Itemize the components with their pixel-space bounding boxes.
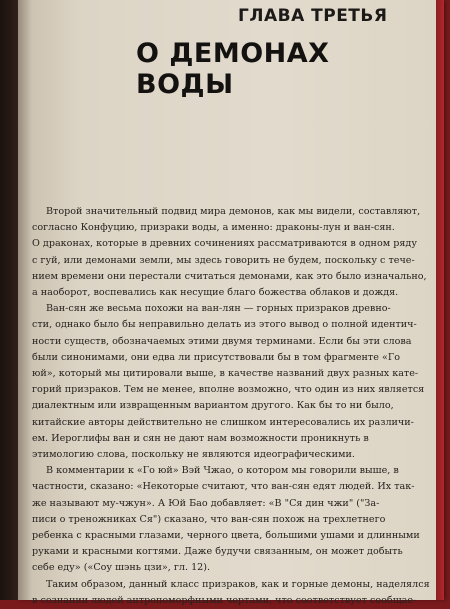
text-line: нием времени они перестали считаться демонами, как это было изначально, (32, 270, 427, 282)
text-line: Второй значительный подвид мира демонов, как мы видели, составляют, (46, 206, 421, 217)
text-line: согласно Конфуцию, призраки воды, а именно: драконы-лун и ван-сян. (32, 222, 395, 234)
text-line: ем. Иероглифы ван и сян не дают нам возможности проникнуть в (32, 432, 369, 444)
text-line: ребенка с красными глазами, черного цвета, большими ушами и длинными (32, 530, 420, 542)
chapter-title: О ДЕМОНАХ ВОДЫ (136, 38, 330, 100)
text-line: же называют му-чжун». А Юй Бао добавляет: «В "Ся дин чжи" ("За- (32, 497, 380, 509)
text-line: диалектным или извращенным вариантом другого. Как бы то ни было, (32, 400, 394, 412)
text-line: в сознании людей антропоморфными чертами, что соответствует сообщае- (32, 594, 417, 606)
page-edge (436, 0, 444, 600)
text-line: В комментарии к «Го юй» Вэй Чжао, о котором мы говорили выше, в (46, 465, 399, 477)
text-line: а наоборот, воспевались как несущие благо божества облаков и дождя. (32, 287, 399, 299)
chapter-label: ГЛАВА ТРЕТЬЯ (238, 6, 388, 26)
text-line: китайские авторы действительно не слишком интересовались их различи- (32, 416, 414, 428)
text-line: Таким образом, данный класс призраков, как и горные демоны, наделялся (46, 578, 430, 590)
text-line: Ван-сян же весьма похожи на ван-лян — горных призраков древно- (46, 303, 391, 315)
text-line: руками и красными когтями. Даже будучи связанным, он может добыть (32, 546, 403, 558)
text-line: писи о треножниках Ся") сказано, что ван-сян похож на трехлетнего (32, 513, 386, 525)
book-page (18, 0, 444, 606)
text-line: этимологию слова, поскольку не являются идеографическими. (32, 449, 355, 461)
text-line: с гуй, или демонами земли, мы здесь говорить не будем, поскольку с тече- (32, 254, 415, 266)
text-line: были синонимами, они едва ли присутствовали бы в том фрагменте «Го (32, 351, 400, 363)
text-line: юй», который мы цитировали выше, в качестве названий двух разных кате- (32, 368, 419, 380)
text-line: сти, однако было бы неправильно делать из этого вывод о полной идентич- (32, 319, 417, 331)
text-line: себе еду» («Соу шэнь цзи», гл. 12). (32, 562, 211, 574)
text-line: ности существ, обозначаемых этими двумя терминами. Если бы эти слова (32, 335, 412, 347)
body-text (32, 204, 432, 609)
text-line: О драконах, которые в древних сочинениях рассматриваются в одном ряду (32, 238, 417, 250)
text-line: частности, сказано: «Некоторые считают, что ван-сян едят людей. Их так- (32, 481, 415, 493)
text-line: горий призраков. Тем не менее, вполне возможно, что один из них является (32, 384, 425, 396)
page-fold-shadow (18, 0, 32, 600)
